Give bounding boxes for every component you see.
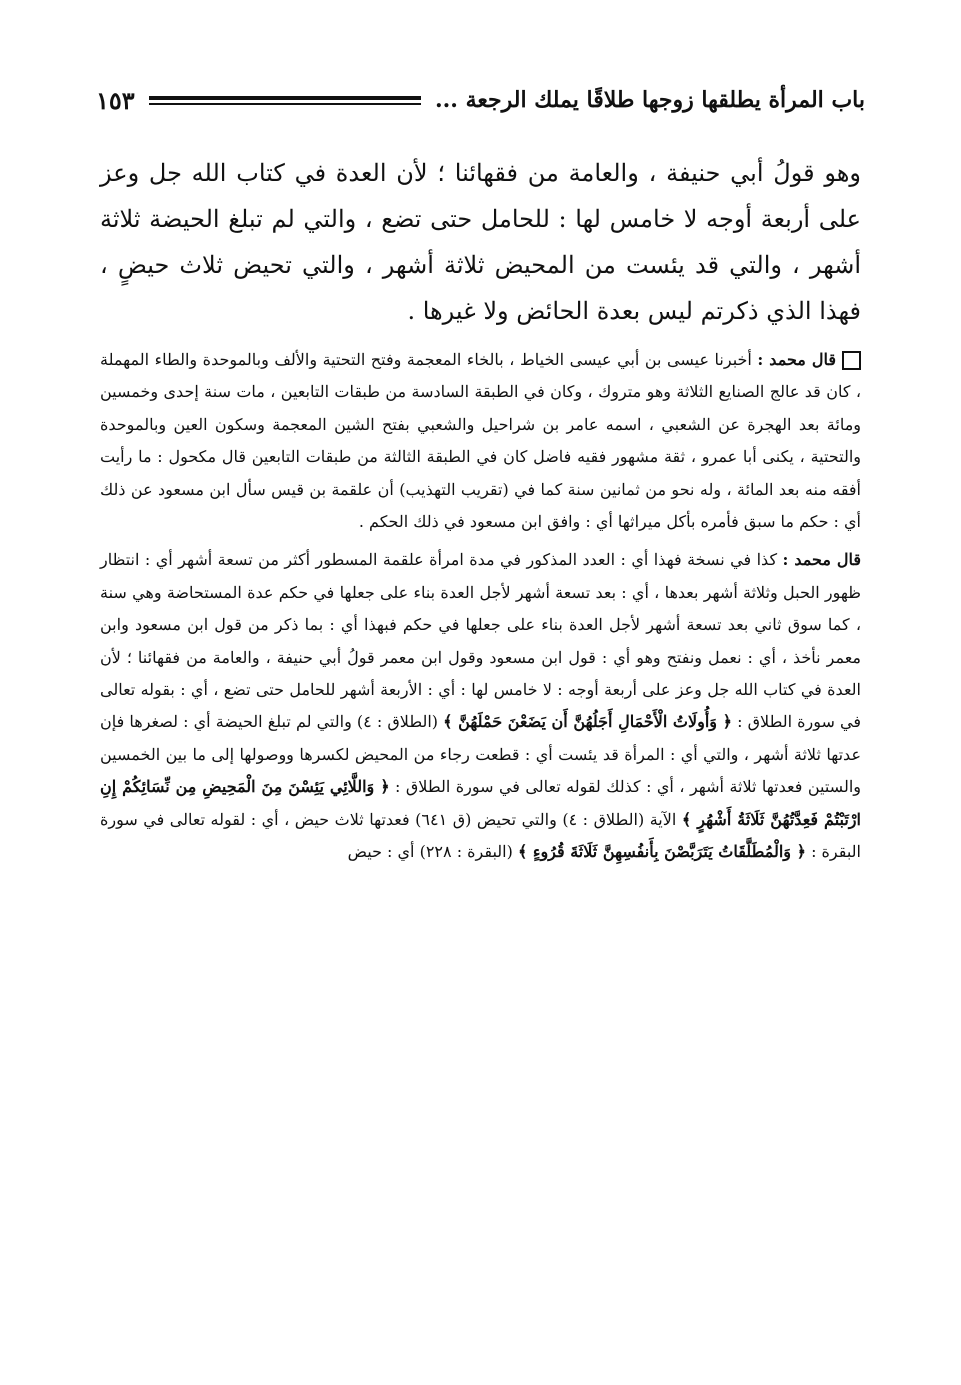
- page-number: ١٥٣: [96, 85, 135, 115]
- commentary-paragraph-1: [100, 344, 861, 538]
- main-text-paragraph: وهو قولُ أبي حنيفة ، والعامة من فقهائنا ؛ لأن العدة في كتاب الله جل وعز على أربعة أوجه لا خامس لها : للحامل حتى تضع ، والتي لم تبلغ الحيضة ثلاثة أشهر ، والتي قد يئست من المحيض ثلاثة أشهر ، والتي تحيض ثلاث حيضٍ ، فهذا الذي ذكرتم ليس بعدة الحائض ولا غيرها .: [100, 159, 861, 325]
- header-rule-thin: [149, 103, 421, 105]
- commentary-1-speaker: قال محمد :: [757, 350, 837, 369]
- commentary-2-text-1: كذا في نسخة فهذا أي : العدد المذكور في مدة امرأة علقمة المسطور أكثر من تسعة أشهر أي : انتظار ظهور الحبل وثلاثة أشهر بعدها ، أي : بعد تسعة أشهر لأجل العدة بناء على جعلها في حكم عدة المستحاضة وهي سنة ، كما سوق ثاني بعد تسعة أشهر لأجل العدة بناء على جعلها في حكم فبهذا أي : بما ذكر من قول ابن مسعود وابن معمر نأخذ ، أي : نعمل ونفتح وهو أي : قول ابن مسعود وقول ابن معمر قولُ أبي حنيفة ، والعامة من فقهائنا ؛ لأن العدة في كتاب الله جل وعز على أربعة أوجه : لا خامس لها : أي : الأربعة أشهر للحامل حتى تضع ، أي : بقوله تعالى في سورة الطلاق :: [100, 550, 862, 732]
- chapter-title: باب المرأة يطلقها زوجها طلاقًا يملك الرجعة ...: [434, 87, 865, 113]
- header-rule: [149, 96, 421, 105]
- commentary-2-text-3: الآية (الطلاق : ٤) والتي تحيض (ق ٦٤١) فعدتها ثلاث حيض ، أي : لقوله تعالى في سورة البقرة :: [100, 809, 861, 862]
- quran-verse-3: ﴿ وَالْمُطَلَّقَاتُ يَتَرَبَّصْنَ بِأَنفُسِهِنَّ ثَلَاثَةَ قُرُوءٍ ﴾: [517, 842, 806, 862]
- commentary-2-text-2: (الطلاق : ٤) والتي لم تبلغ الحيضة أي : لصغرها فإن عدتها ثلاثة أشهر ، والتي أي : المرأة قد يئست أي : قطعت رجاء من المحيض لكسرها ووصولها إلى ما بين الخمسين والستين فعدتها ثلاثة أشهر ، أي : كذلك لقوله تعالى في سورة الطلاق :: [100, 712, 862, 797]
- header-rule-thick: [149, 96, 421, 100]
- page-body: [100, 150, 861, 875]
- quran-verse-2: ﴿ وَاللَّائِي يَئِسْنَ مِنَ الْمَحِيضِ مِن نِّسَائِكُمْ إِنِ ارْتَبْتُمْ فَعِدَّتُهُنَّ ثَلَاثَةُ أَشْهُرٍ ﴾: [100, 777, 861, 829]
- commentary-1-text: أخبرنا عيسى بن أبي عيسى الخياط ، بالخاء المعجمة وفتح التحتية والألف وبالموحدة والطاء المهملة ، كان قد عالج الصنايع الثلاثة وهو متروك ، وكان في الطبقة السادسة من طبقات التابعين ، مات سنة إحدى وخمسين ومائة بعد الهجرة عن الشعبي ، اسمه عامر بن شراحيل والشعبي بفتح الشين المعجمة وسكون العين وبالموحدة والتحتية ، يكنى أبا عمرو ، ثقة مشهور فقيه فاضل كان في الطبقة الثالثة من طبقات التابعين قال مكحول : ما رأيت أفقه منه بعد المائة ، وله نحو من ثمانين سنة كما في (تقريب التهذيب) أن علقمة بن قيس سأل ابن مسعود عن ذلك أي : حكم ما سبق فأمره بأكل ميراثها أي : وافق ابن مسعود في ذلك الحكم .: [100, 350, 862, 532]
- commentary-2-text-4: (البقرة : ٢٢٨) أي : حيض: [347, 842, 513, 862]
- commentary-2-speaker: قال محمد :: [782, 550, 861, 570]
- running-header: [96, 80, 865, 120]
- box-marker-icon: [842, 351, 861, 370]
- quran-verse-1: ﴿ وَأُولَاتُ الْأَحْمَالِ أَجَلُهُنَّ أَن يَضَعْنَ حَمْلَهُنَّ ﴾: [443, 712, 732, 732]
- commentary-paragraph-2: [100, 544, 861, 868]
